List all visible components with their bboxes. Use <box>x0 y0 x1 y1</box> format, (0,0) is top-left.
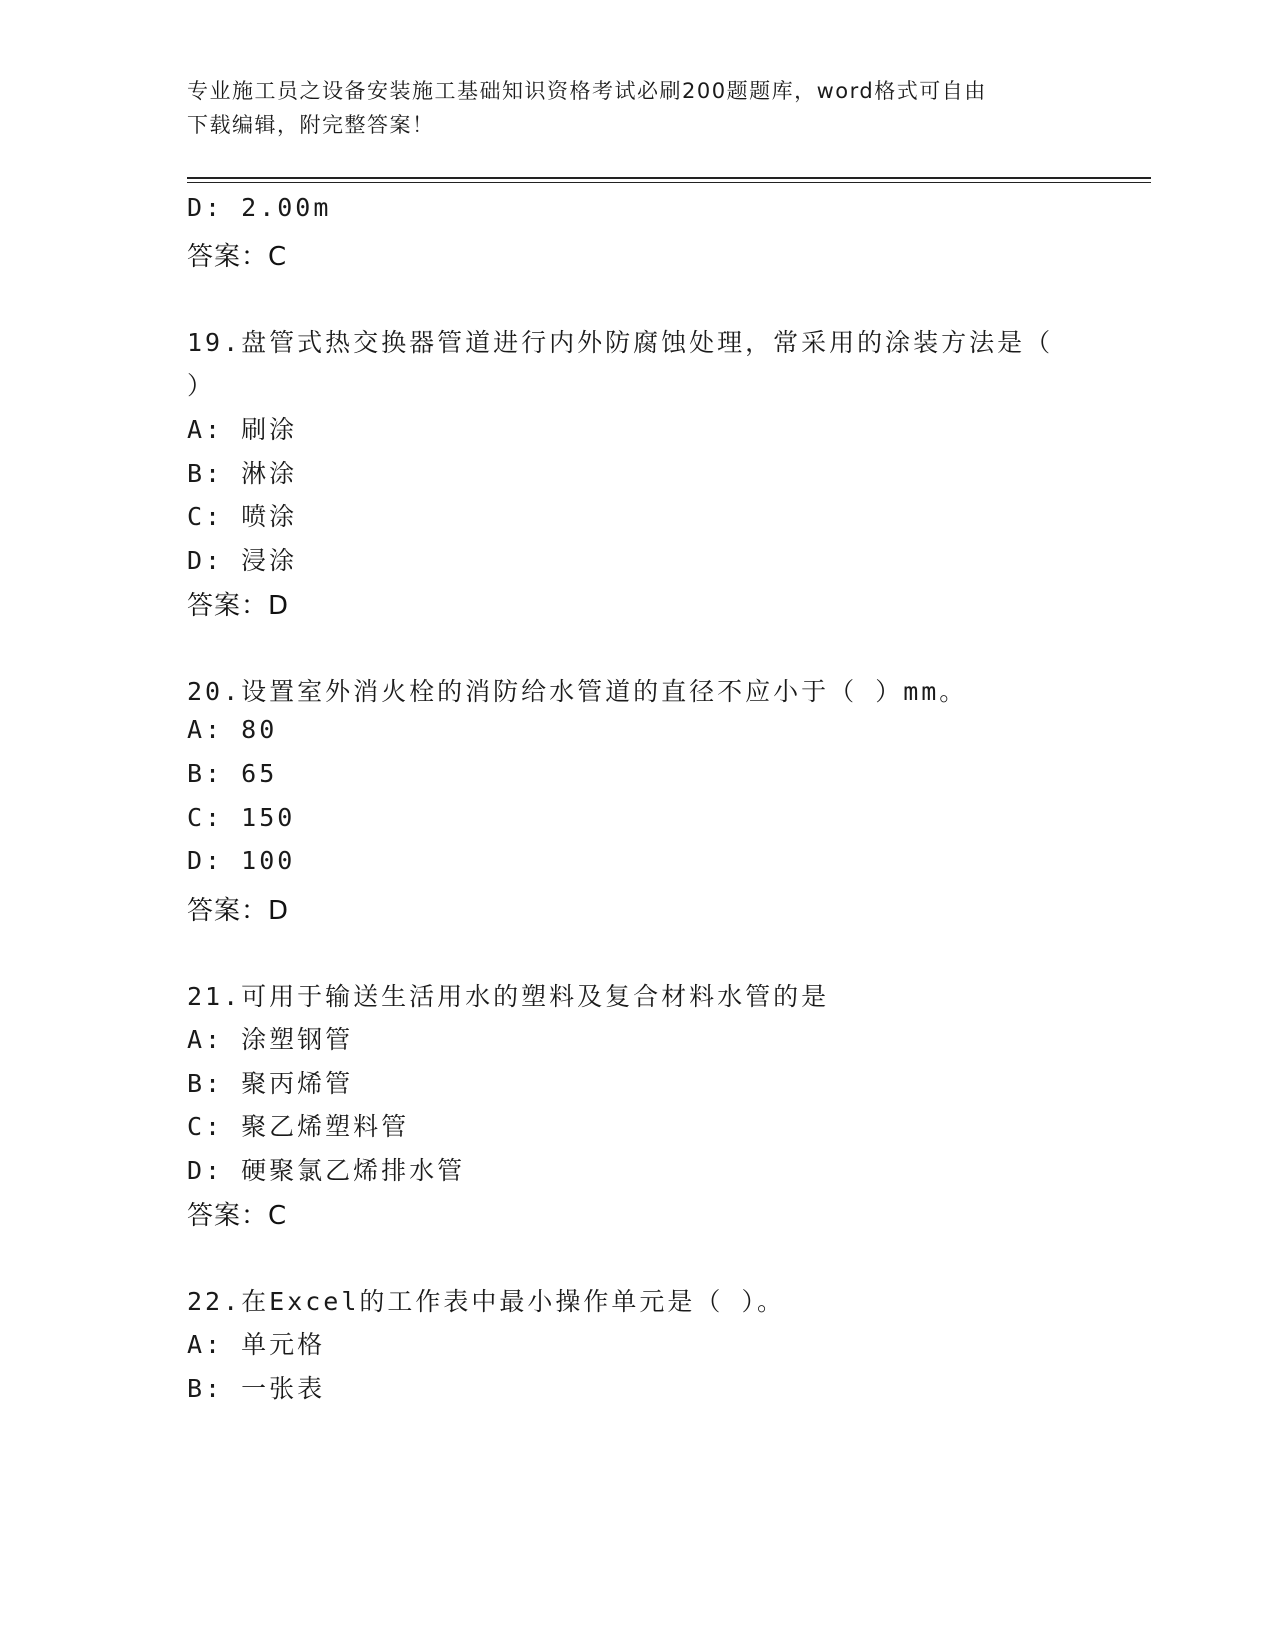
header-rule-thin <box>187 182 1151 183</box>
prev-answer: 答案：C <box>187 242 288 272</box>
q20-option-c: C: 150 <box>187 803 296 832</box>
q22-option-b: B: 一张表 <box>187 1374 326 1403</box>
q21-option-a: A: 涂塑钢管 <box>187 1025 354 1054</box>
q19-option-c: C: 喷涂 <box>187 502 298 531</box>
q19-stem-line-1: 19.盘管式热交换器管道进行内外防腐蚀处理，常采用的涂装方法是（ <box>187 328 1054 357</box>
q20-answer: 答案：D <box>187 896 290 926</box>
header-line-1: 专业施工员之设备安装施工基础知识资格考试必刷200题题库，word格式可自由 <box>187 79 987 103</box>
q21-option-c: C: 聚乙烯塑料管 <box>187 1112 410 1141</box>
q19-option-b: B: 淋涂 <box>187 459 298 488</box>
q19-stem-line-2: ） <box>187 371 216 400</box>
q20-option-d: D: 100 <box>187 846 296 875</box>
q20-option-b: B: 65 <box>187 759 278 788</box>
q21-option-b: B: 聚丙烯管 <box>187 1069 354 1098</box>
q21-answer: 答案：C <box>187 1201 288 1231</box>
q19-option-d: D: 浸涂 <box>187 546 298 575</box>
q19-answer: 答案：D <box>187 591 290 621</box>
q20-option-a: A: 80 <box>187 715 278 744</box>
q21-stem: 21.可用于输送生活用水的塑料及复合材料水管的是 <box>187 982 830 1011</box>
document-header <box>187 74 1067 142</box>
q22-stem: 22.在Excel的工作表中最小操作单元是（ ）。 <box>187 1287 785 1316</box>
q19-option-a: A: 刷涂 <box>187 415 298 444</box>
q20-stem: 20.设置室外消火栓的消防给水管道的直径不应小于（ ）mm。 <box>187 677 968 706</box>
prev-option-d: D: 2.00m <box>187 193 332 222</box>
q22-option-a: A: 单元格 <box>187 1330 326 1359</box>
header-line-2: 下载编辑，附完整答案！ <box>187 113 435 137</box>
q21-option-d: D: 硬聚氯乙烯排水管 <box>187 1156 466 1185</box>
header-rule-thick <box>187 177 1151 179</box>
